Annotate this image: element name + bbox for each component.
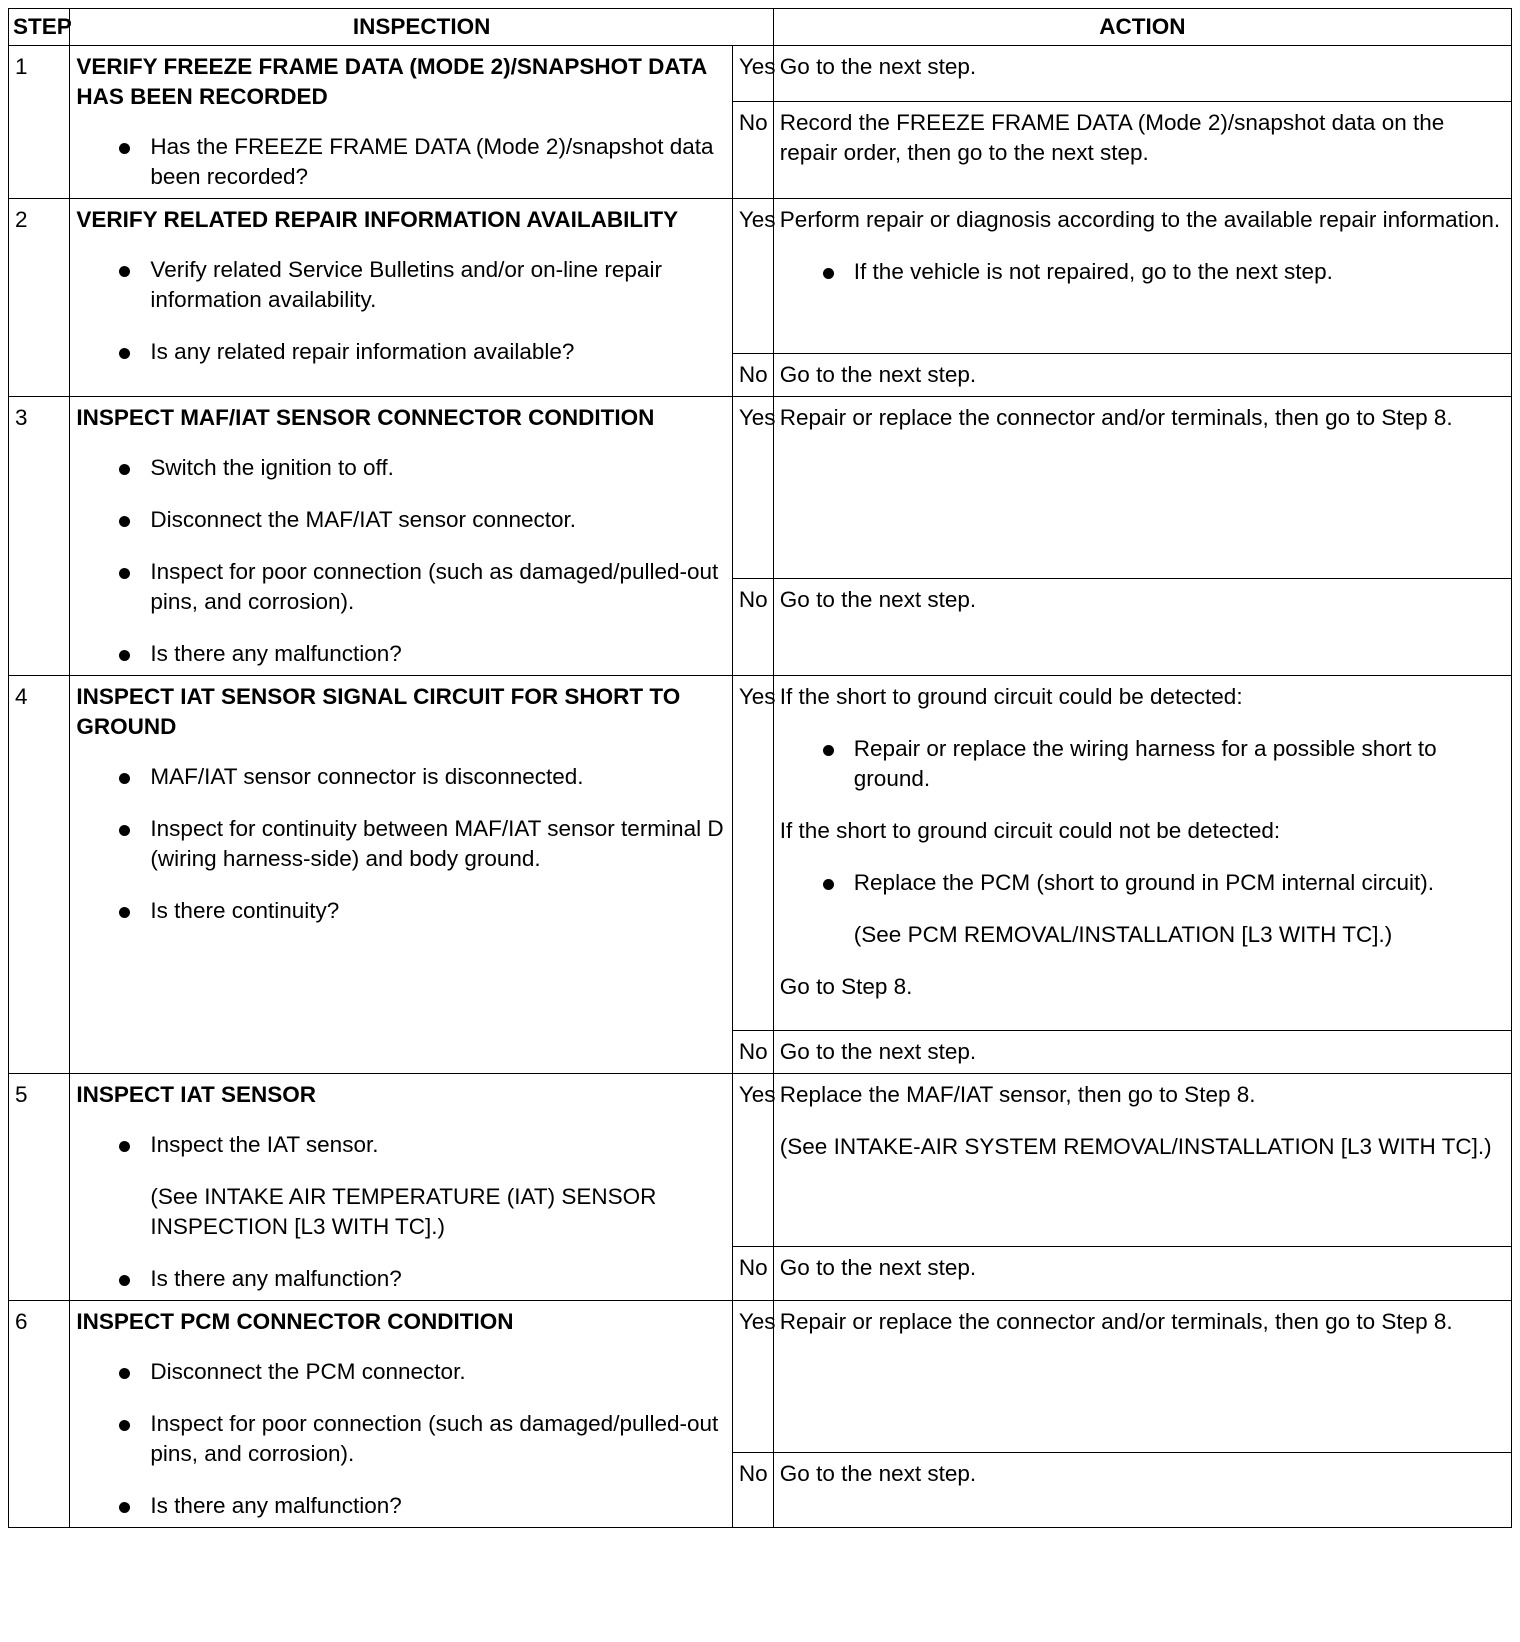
yes-label: Yes (732, 199, 773, 354)
step-6-yes-row (9, 1301, 1512, 1453)
step-4-inspection (70, 676, 732, 1074)
no-action: Go to the next step. (773, 354, 1511, 397)
no-label: No (732, 1453, 773, 1528)
no-action: Go to the next step. (773, 1247, 1511, 1301)
yes-action: Go to the next step. (773, 46, 1511, 102)
no-action: Go to the next step. (773, 579, 1511, 676)
action-paragraph: If the short to ground circuit could be detected: (779, 684, 1243, 709)
no-action: Record the FREEZE FRAME DATA (Mode 2)/snapshot data on the repair order, then go to the next step. (773, 102, 1511, 199)
inspection-reference: (See INTAKE AIR TEMPERATURE (IAT) SENSOR INSPECTION [L3 WITH TC].) (150, 1184, 657, 1239)
yes-action: Repair or replace the connector and/or terminals, then go to Step 8. (773, 1301, 1511, 1453)
yes-label: Yes (732, 397, 773, 579)
step-title: VERIFY FREEZE FRAME DATA (MODE 2)/SNAPSHOT DATA HAS BEEN RECORDED (76, 54, 707, 109)
step-number: 4 (9, 676, 70, 1074)
step-title: INSPECT IAT SENSOR SIGNAL CIRCUIT FOR SHORT TO GROUND (76, 684, 681, 739)
step-6-inspection (70, 1301, 732, 1528)
no-action: Go to the next step. (773, 1031, 1511, 1074)
action-paragraph: If the short to ground circuit could not be detected: (779, 818, 1281, 843)
step-title: INSPECT MAF/IAT SENSOR CONNECTOR CONDITION (76, 405, 655, 430)
inspection-bullet: Is there any malfunction? (76, 1264, 725, 1294)
step-5-yes-row (9, 1074, 1512, 1247)
inspection-bullet: Inspect for continuity between MAF/IAT sensor terminal D (wiring harness-side) and body ground. (76, 814, 725, 874)
action-bullet: If the vehicle is not repaired, go to the next step. (780, 257, 1505, 287)
no-label: No (732, 1031, 773, 1074)
step-number: 6 (9, 1301, 70, 1528)
step-2-yes-row (9, 199, 1512, 354)
diagnostic-table (8, 8, 1512, 1528)
header-action: ACTION (773, 9, 1511, 46)
action-reference: (See INTAKE-AIR SYSTEM REMOVAL/INSTALLATION [L3 WITH TC].) (779, 1134, 1492, 1159)
inspection-bullet: Inspect for poor connection (such as damaged/pulled-out pins, and corrosion). (76, 1409, 725, 1469)
step-number: 2 (9, 199, 70, 397)
inspection-bullet: Is there any malfunction? (76, 639, 725, 669)
header-step: STEP (9, 9, 70, 46)
yes-action-cell (773, 199, 1511, 354)
step-3-inspection (70, 397, 732, 676)
no-label: No (732, 1247, 773, 1301)
inspection-bullet: Is there continuity? (76, 896, 725, 926)
step-1-inspection (70, 46, 732, 199)
header-row (9, 9, 1512, 46)
step-1-yes-row (9, 46, 1512, 102)
inspection-bullet: Disconnect the MAF/IAT sensor connector. (76, 505, 725, 535)
inspection-bullet: MAF/IAT sensor connector is disconnected. (76, 762, 725, 792)
step-3-yes-row (9, 397, 1512, 579)
header-inspection: INSPECTION (70, 9, 773, 46)
inspection-bullet: Inspect the IAT sensor. (76, 1130, 725, 1160)
inspection-bullet: Verify related Service Bulletins and/or on-line repair information availability. (76, 255, 725, 315)
yes-label: Yes (732, 46, 773, 102)
inspection-bullet: Is there any malfunction? (76, 1491, 725, 1521)
yes-label: Yes (732, 1074, 773, 1247)
inspection-bullet: Is any related repair information available? (76, 337, 725, 367)
action-bullet: Repair or replace the wiring harness for a possible short to ground. (780, 734, 1505, 794)
inspection-bullet: Disconnect the PCM connector. (76, 1357, 725, 1387)
inspection-bullet: Switch the ignition to off. (76, 453, 725, 483)
yes-action: Replace the MAF/IAT sensor, then go to Step 8. (779, 1082, 1256, 1107)
step-number: 3 (9, 397, 70, 676)
yes-action: Repair or replace the connector and/or terminals, then go to Step 8. (773, 397, 1511, 579)
action-paragraph: Go to Step 8. (779, 974, 913, 999)
no-label: No (732, 102, 773, 199)
yes-action: Perform repair or diagnosis according to the available repair information. (779, 207, 1501, 232)
yes-label: Yes (732, 676, 773, 1031)
action-bullet: Replace the PCM (short to ground in PCM internal circuit). (780, 868, 1505, 898)
step-title: VERIFY RELATED REPAIR INFORMATION AVAILABILITY (76, 207, 679, 232)
step-number: 1 (9, 46, 70, 199)
action-reference: (See PCM REMOVAL/INSTALLATION [L3 WITH TC].) (853, 922, 1393, 947)
step-title: INSPECT PCM CONNECTOR CONDITION (76, 1309, 514, 1334)
no-label: No (732, 354, 773, 397)
no-label: No (732, 579, 773, 676)
inspection-bullet: Has the FREEZE FRAME DATA (Mode 2)/snapshot data been recorded? (76, 132, 725, 192)
inspection-bullet: Inspect for poor connection (such as damaged/pulled-out pins, and corrosion). (76, 557, 725, 617)
step-4-yes-row (9, 676, 1512, 1031)
yes-label: Yes (732, 1301, 773, 1453)
no-action: Go to the next step. (773, 1453, 1511, 1528)
step-5-inspection (70, 1074, 732, 1301)
step-title: INSPECT IAT SENSOR (76, 1082, 317, 1107)
yes-action-cell (773, 1074, 1511, 1247)
step-2-inspection (70, 199, 732, 397)
diagnostic-procedure-document (8, 8, 1512, 1638)
yes-action-cell (773, 676, 1511, 1031)
step-number: 5 (9, 1074, 70, 1301)
